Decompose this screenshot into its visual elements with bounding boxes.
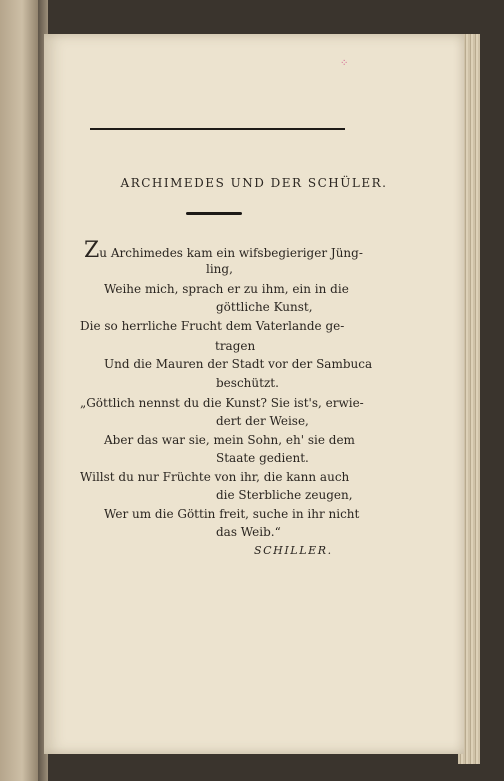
header-rule: [90, 128, 345, 130]
poem-line: Weihe mich, sprach er zu ihm, ein in die: [104, 282, 349, 296]
poem-line: ling,: [206, 262, 233, 276]
poem-line: Wer um die Göttin freit, suche in ihr nicht: [104, 507, 360, 521]
poem-line: die Sterbliche zeugen,: [216, 488, 353, 502]
title-ornament-rule: [186, 212, 242, 215]
poem-line: Willst du nur Früchte von ihr, die kann auch: [80, 470, 350, 484]
poem-line: Und die Mauren der Stadt vor der Sambuca: [104, 357, 373, 371]
poem-line: [84, 238, 363, 263]
ink-stain-icon: ⁘: [340, 58, 349, 69]
poem-line: Staate gedient.: [216, 451, 309, 465]
poem-line-text: u Archimedes kam ein wifsbegieriger Jüng-: [99, 246, 363, 260]
poem-line: das Weib.“: [216, 525, 281, 539]
poem-line: tragen: [215, 339, 256, 353]
poem-line: göttliche Kunst,: [216, 300, 313, 314]
poem-line: beschützt.: [216, 376, 279, 390]
left-page-edge: [0, 0, 40, 781]
poem-title: ARCHIMEDES UND DER SCHÜLER.: [120, 176, 388, 190]
author-signature: SCHILLER.: [254, 544, 333, 557]
poem-line: dert der Weise,: [216, 414, 309, 428]
poem-line: Die so herrliche Frucht dem Vaterlande ge-: [80, 319, 345, 333]
book-page: [44, 34, 464, 754]
drop-cap: Z: [84, 238, 100, 263]
poem-line: „Göttlich nennst du die Kunst? Sie ist's, erwie-: [80, 396, 364, 410]
poem-line: Aber das war sie, mein Sohn, eh' sie dem: [104, 433, 355, 447]
